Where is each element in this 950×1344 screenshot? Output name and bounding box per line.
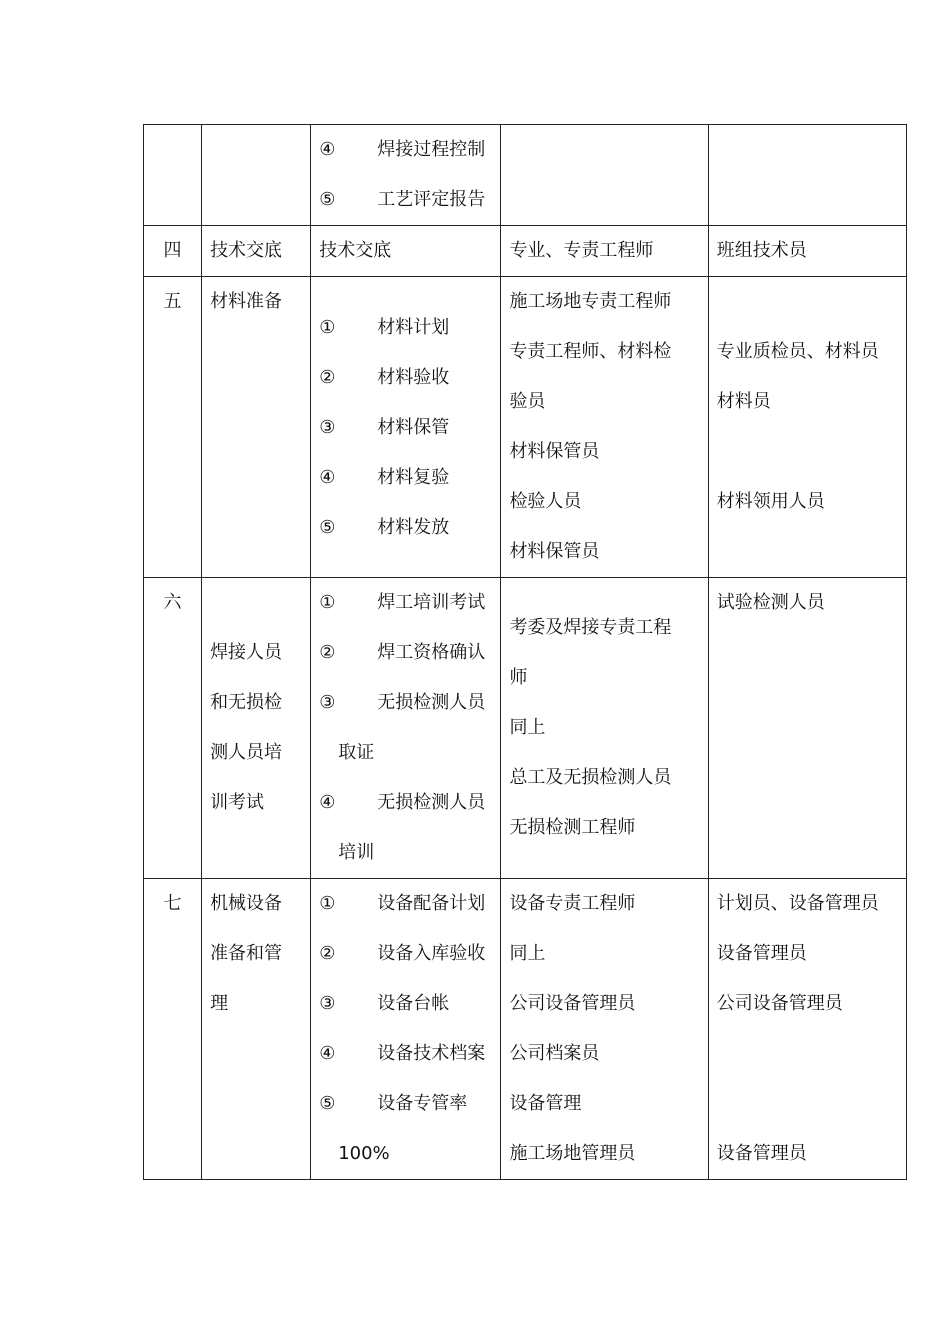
responsible-cell [501, 125, 708, 226]
executor-cell: 班组技术员 [708, 226, 906, 277]
table-row [144, 226, 907, 277]
project-cell [202, 125, 311, 226]
list-item: ④ 无损检测人员 [319, 792, 486, 813]
list-item: ④ 焊接过程控制 [319, 139, 486, 160]
row-number-cell: 四 [144, 226, 202, 277]
items-cell [311, 277, 501, 578]
executor-cell: 计划员、设备管理员 设备管理员 公司设备管理员 设备管理员 [708, 879, 906, 1180]
list-item: ⑤ 材料发放 [319, 517, 450, 538]
list-item: ② 设备入库验收 [319, 943, 486, 964]
list-item-continuation: 100% [338, 1143, 390, 1164]
list-item: ① 焊工培训考试 [319, 592, 486, 613]
executor-cell: 专业质检员、材料员 材料员 材料领用人员 [708, 277, 906, 578]
row-number-cell: 七 [144, 879, 202, 1180]
responsible-cell: 考委及焊接专责工程 师 同上 总工及无损检测人员 无损检测工程师 [501, 578, 708, 879]
table-row [144, 578, 907, 879]
list-item: ① 材料计划 [319, 317, 450, 338]
executor-cell: 试验检测人员 [708, 578, 906, 879]
responsible-cell: 专业、专责工程师 [501, 226, 708, 277]
items-cell: 技术交底 [311, 226, 501, 277]
project-cell: 焊接人员 和无损检 测人员培 训考试 [202, 578, 311, 879]
row-number-cell: 五 [144, 277, 202, 578]
items-cell [311, 879, 501, 1180]
responsible-cell: 设备专责工程师 同上 公司设备管理员 公司档案员 设备管理 施工场地管理员 [501, 879, 708, 1180]
row-number-cell: 六 [144, 578, 202, 879]
list-item: ⑤ 工艺评定报告 [319, 189, 486, 210]
list-item-continuation: 取证 [338, 742, 375, 763]
list-item: ② 材料验收 [319, 367, 450, 388]
list-item: ⑤ 设备专管率 [319, 1093, 468, 1114]
list-item-continuation: 培训 [338, 842, 375, 863]
list-item: ③ 无损检测人员 [319, 692, 486, 713]
procedure-table [143, 124, 907, 1180]
list-item: ④ 设备技术档案 [319, 1043, 486, 1064]
project-cell: 机械设备 准备和管 理 [202, 879, 311, 1180]
list-item: ① 设备配备计划 [319, 893, 486, 914]
list-item: ③ 材料保管 [319, 417, 450, 438]
items-cell [311, 578, 501, 879]
executor-cell [708, 125, 906, 226]
items-cell [311, 125, 501, 226]
table-row [144, 277, 907, 578]
row-number-cell [144, 125, 202, 226]
list-item: ③ 设备台帐 [319, 993, 450, 1014]
list-item: ② 焊工资格确认 [319, 642, 486, 663]
project-cell: 材料准备 [202, 277, 311, 578]
table-row [144, 879, 907, 1180]
list-item: ④ 材料复验 [319, 467, 450, 488]
table-row [144, 125, 907, 226]
project-cell: 技术交底 [202, 226, 311, 277]
responsible-cell: 施工场地专责工程师 专责工程师、材料检 验员 材料保管员 检验人员 材料保管员 [501, 277, 708, 578]
